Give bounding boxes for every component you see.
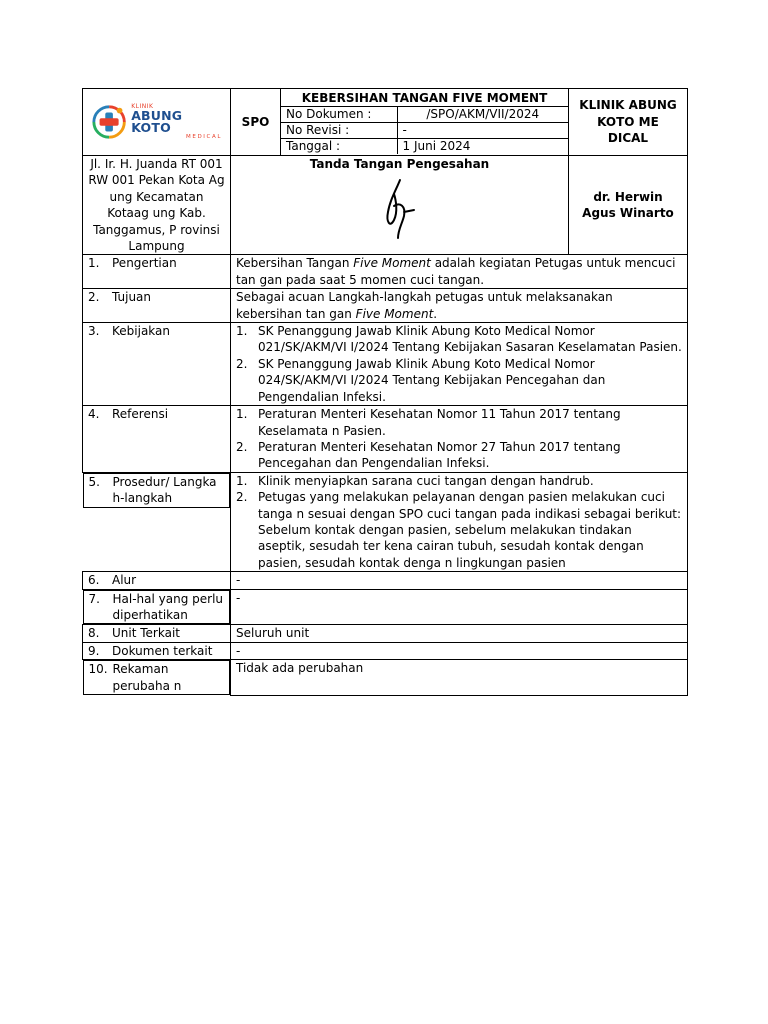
doc-info-cell bbox=[281, 89, 569, 156]
section-content: - bbox=[231, 572, 688, 589]
doc-info-table bbox=[281, 91, 568, 154]
list-item: 2. SK Penanggung Jawab Klinik Abung Koto Medical Nomor 024/SK/AKM/VI I/2024 Tentang Kebijakan Pencegahan dan Pengendalian Infeksi. bbox=[236, 356, 606, 404]
section-number: 9. bbox=[88, 643, 100, 658]
list-item: 1. SK Penanggung Jawab Klinik Abung Koto Medical Nomor 021/SK/AKM/VI I/2024 Tentang Kebijakan Sasaran Keselamatan Pasien. bbox=[236, 324, 682, 355]
list-item: 1. Peraturan Menteri Kesehatan Nomor 11 Tahun 2017 tentang Keselamata n Pasien. bbox=[236, 407, 621, 438]
content-emphasis: Five Moment bbox=[353, 256, 431, 271]
clinic-logo bbox=[91, 103, 222, 141]
list-item: 2. Peraturan Menteri Kesehatan Nomor 27 Tahun 2017 tentang Pencegahan dan Pengendalian Infeksi. bbox=[236, 439, 621, 471]
section-number: 1. bbox=[88, 256, 100, 271]
section-number: 3. bbox=[88, 324, 100, 339]
signature-title: Tanda Tangan Pengesahan bbox=[309, 157, 490, 171]
section-label: Unit Terkait bbox=[112, 626, 180, 641]
section-label: Rekaman perubaha n bbox=[112, 662, 182, 693]
clinic-address: Jl. Ir. H. Juanda RT 001 RW 001 Pekan Kota Ag ung Kecamatan Kotaag ung Kab. Tanggamus, P rovinsi Lampung bbox=[83, 156, 231, 255]
spo-label: SPO bbox=[231, 89, 281, 156]
section-number: 10. bbox=[88, 662, 108, 677]
doc-number-label: No Dokumen : bbox=[281, 106, 397, 122]
revision-value: - bbox=[397, 122, 568, 138]
section-row-referensi bbox=[83, 406, 688, 473]
section-content bbox=[231, 406, 688, 473]
section-label: Alur bbox=[112, 573, 137, 588]
content-text: Sebagai acuan Langkah-langkah petugas untuk melaksanakan kebersihan tan gan bbox=[236, 290, 613, 321]
section-content bbox=[231, 255, 688, 289]
section-label: Pengertian bbox=[112, 256, 177, 271]
section-number: 4. bbox=[88, 407, 100, 422]
content-text: adalah kegiatan Petugas untuk mencuci tan gan pada saat 5 momen cuci tangan. bbox=[236, 256, 676, 287]
doc-number-value: /SPO/AKM/VII/2024 bbox=[397, 106, 568, 122]
section-label: Hal-hal yang perlu diperhatikan bbox=[112, 591, 224, 622]
section-content bbox=[231, 289, 688, 323]
clinic-logo-icon bbox=[91, 103, 127, 141]
section-label: Tujuan bbox=[112, 290, 152, 305]
section-number: 2. bbox=[88, 290, 100, 305]
section-content: Seluruh unit bbox=[231, 625, 688, 642]
section-number: 7. bbox=[88, 591, 100, 606]
date-label: Tanggal : bbox=[281, 138, 397, 154]
spo-table bbox=[82, 88, 688, 696]
doc-title: KEBERSIHAN TANGAN FIVE MOMENT bbox=[281, 91, 568, 107]
date-value: 1 Juni 2024 bbox=[402, 138, 471, 153]
section-row-kebijakan bbox=[83, 323, 688, 406]
section-row-rekaman bbox=[83, 660, 688, 695]
section-row-tujuan bbox=[83, 289, 688, 323]
section-label: Kebijakan bbox=[112, 324, 170, 339]
section-row-unit-terkait bbox=[83, 625, 688, 642]
section-number: 5. bbox=[88, 474, 100, 489]
signature-cell bbox=[231, 156, 569, 255]
section-row-alur bbox=[83, 572, 688, 589]
section-content bbox=[231, 472, 688, 571]
logo-line-3: MEDICAL bbox=[186, 133, 222, 140]
list-item: 2. Petugas yang melakukan pelayanan dengan pasien melakukan cuci tanga n sesuai dengan SPO cuci tangan pada indikasi sebagai berikut: Sebelum kontak dengan pasien, sebelum melakukan tindakan aseptik, sesudah ter kena cairan tubuh, sesudah kontak dengan pasien, sesudah kontak denga n lingkungan pasien bbox=[236, 490, 682, 570]
section-row-dokumen-terkait bbox=[83, 642, 688, 659]
signer-name: dr. Herwin Agus Winarto bbox=[569, 156, 688, 255]
section-row-prosedur bbox=[83, 472, 688, 571]
section-row-hal-hal bbox=[83, 589, 688, 625]
logo-line-2: ABUNG KOTO bbox=[131, 107, 183, 136]
revision-label: No Revisi : bbox=[281, 122, 397, 138]
section-number: 6. bbox=[88, 573, 100, 588]
list-item: 1. Klinik menyiapkan sarana cuci tangan dengan handrub. bbox=[236, 473, 594, 488]
content-text: . bbox=[433, 306, 438, 321]
section-content: - bbox=[231, 642, 688, 659]
clinic-name: KLINIK ABUNG KOTO ME DICAL bbox=[569, 89, 688, 156]
section-content bbox=[231, 323, 688, 406]
section-number: 8. bbox=[88, 626, 100, 641]
content-text: Kebersihan Tangan bbox=[236, 256, 354, 271]
logo-line-1: KLINIK bbox=[131, 102, 154, 110]
signature-image bbox=[380, 176, 420, 240]
section-label: Prosedur/ Langka h-langkah bbox=[112, 474, 217, 506]
content-emphasis: Five Moment bbox=[355, 306, 434, 321]
section-label: Referensi bbox=[112, 407, 169, 422]
spo-document bbox=[82, 88, 687, 696]
logo-cell bbox=[83, 89, 231, 156]
section-content: - bbox=[231, 589, 688, 625]
section-content: Tidak ada perubahan bbox=[231, 660, 688, 695]
section-row-pengertian bbox=[83, 255, 688, 289]
section-label: Dokumen terkait bbox=[112, 643, 213, 658]
